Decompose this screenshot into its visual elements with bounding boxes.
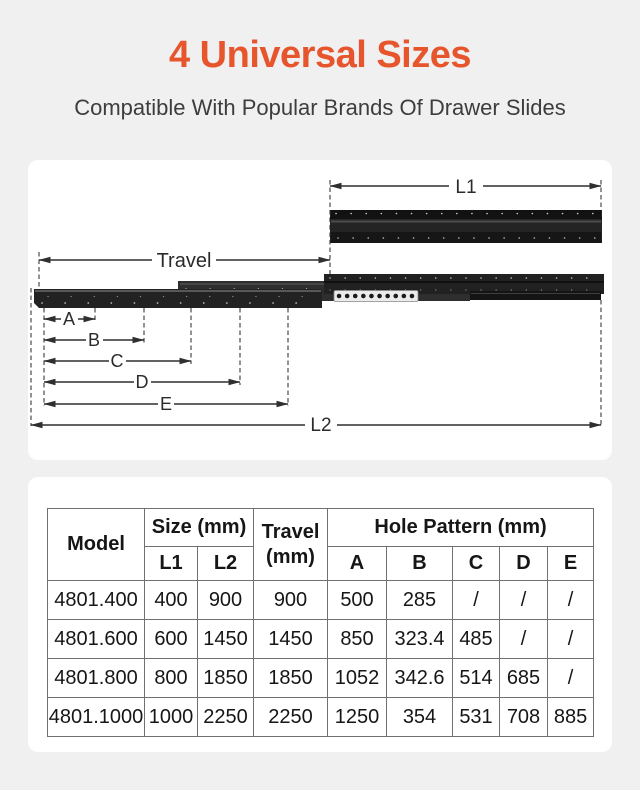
cell-model: 4801.1000 xyxy=(48,698,145,737)
dim-c xyxy=(44,351,191,371)
drawer-slide-diagram xyxy=(28,160,612,460)
dim-d xyxy=(44,372,240,392)
cell-c: / xyxy=(453,581,500,620)
dim-e xyxy=(44,394,288,414)
cell-travel: 2250 xyxy=(254,698,328,737)
cell-l2: 1850 xyxy=(198,659,254,698)
cell-b: 323.4 xyxy=(387,620,453,659)
dim-label-c: C xyxy=(110,351,124,371)
cell-d: / xyxy=(500,620,548,659)
dim-label-travel: Travel xyxy=(156,250,212,272)
cell-c: 514 xyxy=(453,659,500,698)
col-header-size: Size (mm) xyxy=(145,509,254,547)
page-title: 4 Universal Sizes xyxy=(168,34,471,76)
dim-travel xyxy=(39,249,330,272)
dim-label-d: D xyxy=(135,372,149,392)
dim-label-l1: L1 xyxy=(455,177,477,198)
spec-table xyxy=(47,508,594,737)
col-header-hole-pattern: Hole Pattern (mm) xyxy=(328,509,594,547)
dim-label-l2: L2 xyxy=(310,415,332,436)
dim-l1 xyxy=(330,176,601,198)
col-header-c: C xyxy=(453,547,500,581)
cell-b: 354 xyxy=(387,698,453,737)
table-row xyxy=(48,659,594,698)
cell-a: 850 xyxy=(328,620,387,659)
col-header-b: B xyxy=(387,547,453,581)
cell-l1: 800 xyxy=(145,659,198,698)
cell-a: 1052 xyxy=(328,659,387,698)
cell-l1: 1000 xyxy=(145,698,198,737)
ball-bearing-cage xyxy=(334,291,418,302)
cell-l1: 600 xyxy=(145,620,198,659)
cell-a: 1250 xyxy=(328,698,387,737)
cell-l2: 900 xyxy=(198,581,254,620)
page-subtitle: Compatible With Popular Brands Of Drawer Slides xyxy=(74,95,566,120)
col-header-l1: L1 xyxy=(145,547,198,581)
cell-model: 4801.400 xyxy=(48,581,145,620)
cell-d: 685 xyxy=(500,659,548,698)
cell-l1: 400 xyxy=(145,581,198,620)
cell-e: / xyxy=(548,620,594,659)
cell-d: / xyxy=(500,581,548,620)
table-row xyxy=(48,698,594,737)
dim-label-b: B xyxy=(87,330,101,350)
col-header-travel-line2: (mm) xyxy=(266,545,315,568)
cell-d: 708 xyxy=(500,698,548,737)
diagram-card xyxy=(28,160,612,460)
cell-e: / xyxy=(548,659,594,698)
extended-slide-assembly xyxy=(34,274,604,308)
col-header-l2: L2 xyxy=(198,547,254,581)
cell-e: / xyxy=(548,581,594,620)
cell-travel: 900 xyxy=(254,581,328,620)
col-header-model: Model xyxy=(48,509,145,581)
cell-l2: 2250 xyxy=(198,698,254,737)
col-header-e: E xyxy=(548,547,594,581)
cell-model: 4801.800 xyxy=(48,659,145,698)
cell-c: 485 xyxy=(453,620,500,659)
cell-model: 4801.600 xyxy=(48,620,145,659)
cell-b: 285 xyxy=(387,581,453,620)
dim-b xyxy=(44,330,144,350)
cell-travel: 1850 xyxy=(254,659,328,698)
cell-l2: 1450 xyxy=(198,620,254,659)
dim-a xyxy=(44,309,95,329)
cell-travel: 1450 xyxy=(254,620,328,659)
dim-l2 xyxy=(31,415,601,436)
cell-e: 885 xyxy=(548,698,594,737)
col-header-travel xyxy=(254,509,328,581)
table-row xyxy=(48,620,594,659)
table-row xyxy=(48,581,594,620)
spec-table-card xyxy=(28,477,612,752)
dim-label-e: E xyxy=(159,394,173,414)
col-header-d: D xyxy=(500,547,548,581)
cell-c: 531 xyxy=(453,698,500,737)
col-header-a: A xyxy=(328,547,387,581)
dim-label-a: A xyxy=(62,309,76,329)
cell-a: 500 xyxy=(328,581,387,620)
cell-b: 342.6 xyxy=(387,659,453,698)
col-header-travel-line1: Travel xyxy=(261,520,320,543)
inner-rail xyxy=(330,210,602,243)
